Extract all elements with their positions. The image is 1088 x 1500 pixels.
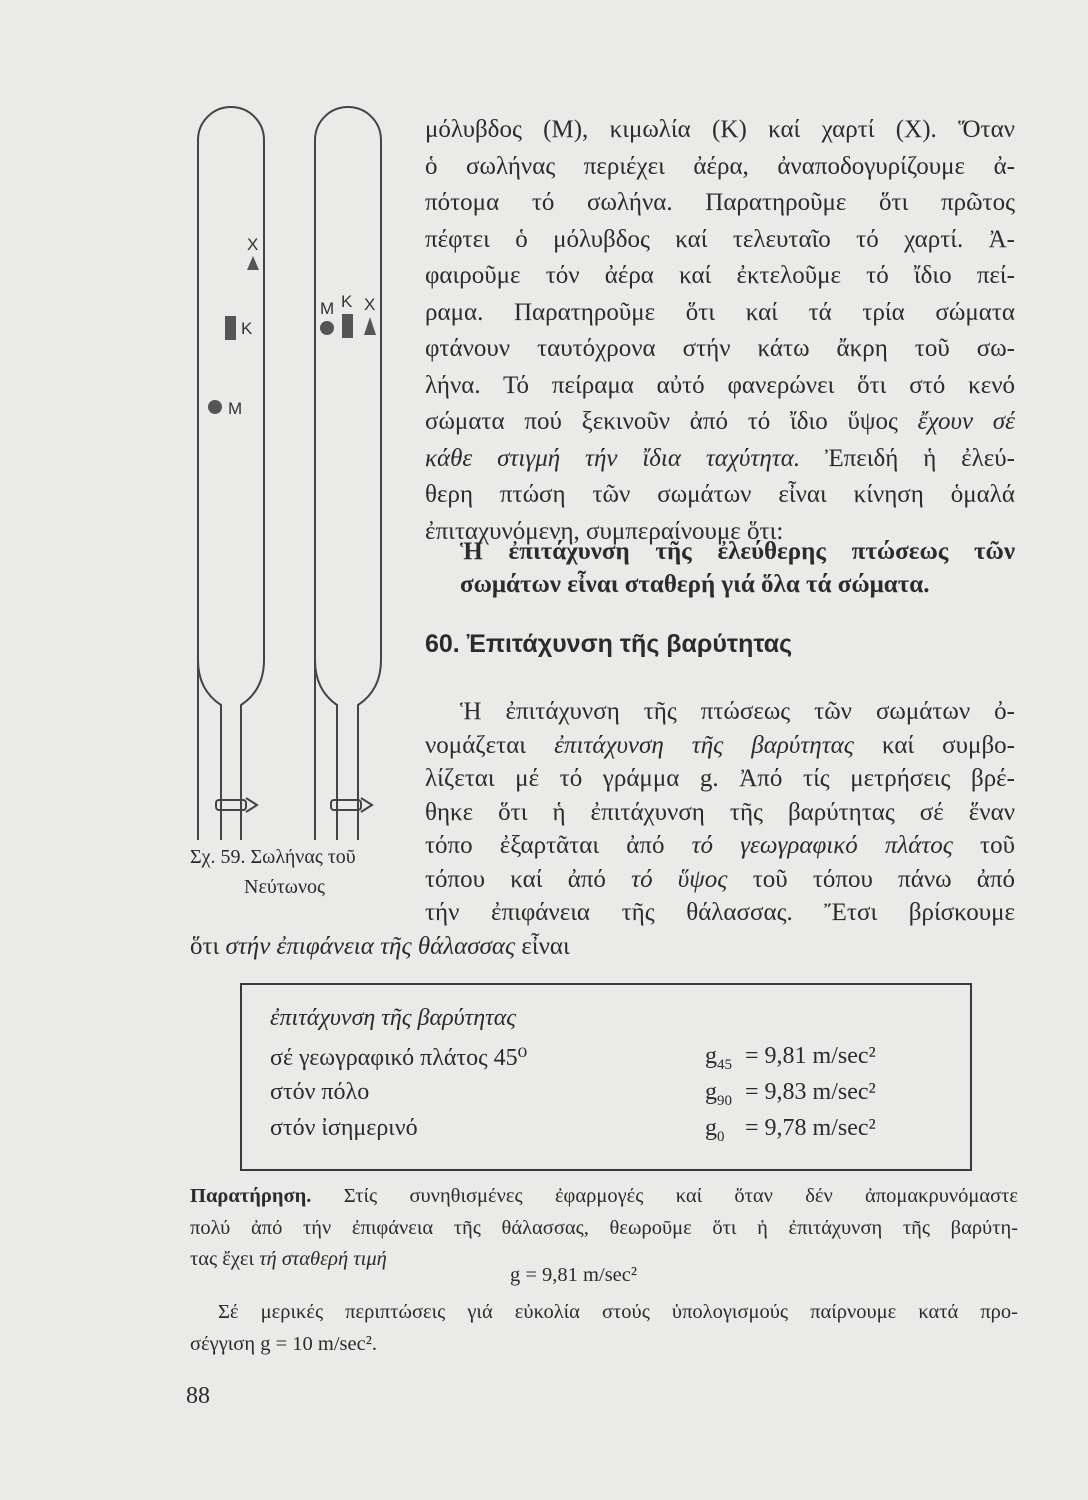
paragraph-line [425,730,1015,762]
label-m-left: Μ [228,399,243,418]
law-statement-2: σωμάτων εἶναι σταθερή γιά ὅλα τά σώματα. [460,571,930,598]
paragraph-line [425,443,1015,475]
box-row-label: σέ γεωγραφικό πλάτος 45⁰ [270,1045,528,1071]
text-segment: ἔχουν σέ [917,408,1015,435]
text-segment: φτάνουν ταυτόχρονα στήν κάτω ἄκρη τοῦ σω- [425,335,1015,362]
text-segment: τό ὕψος [631,865,728,893]
text-segment: πέφτει ὁ μόλυβδος καί τελευταῖο τό χαρτί. Ἀ- [425,225,1015,253]
box-row-value [705,1115,876,1146]
lead-ball-left [208,400,222,414]
g-symbol: g [705,1043,717,1069]
paragraph-line [425,763,1015,795]
text-segment: σώματα πού ξεκινοῦν ἀπό τό ἴδιο ὕψος [425,408,918,435]
text-segment: καί συμβο- [853,731,1015,759]
text-segment: Ἡ ἐπιτάχυνση τῆς πτώσεως τῶν σωμάτων ὀ- [460,698,1015,725]
g-subscript: 0 [717,1128,725,1145]
paragraph-line [425,897,1015,929]
text-segment: εἶναι [515,932,570,960]
paragraph-line [190,931,570,963]
text-segment: θερη πτώση τῶν σωμάτων εἶναι κίνηση ὁμαλά [425,481,1015,508]
box-row-value [705,1079,876,1110]
paragraph-line [425,864,1015,896]
text-segment: Σέ μερικές περιπτώσεις γιά εὐκολία στούς ὑπολογισμούς παίρνουμε κατά προ- [218,1301,1018,1323]
text-segment: τή σταθερή τιμή [259,1248,387,1270]
text-segment: πότομα τό σωλήνα. Παρατηροῦμε ὅτι πρῶτος [425,189,1015,216]
text-segment: ὁ σωλήνας περιέχει ἀέρα, ἀναποδογυρίζουμε ἀ- [425,152,1015,180]
label-x-left: Χ [247,235,259,254]
text-segment: μόλυβδος (Μ), κιμωλία (Κ) καί χαρτί (Χ). Ὅταν [425,116,1015,143]
paragraph-line [425,297,1015,329]
paragraph-line [425,187,1015,219]
paragraph-line [425,370,1015,402]
lead-ball-right [320,321,334,335]
g-value: = 9,83 m/sec² [745,1079,876,1105]
chalk-rect-left [225,316,236,340]
paragraph-line [425,406,1015,438]
box-row-value [705,1043,876,1074]
paragraph-line [425,260,1015,292]
text-segment: ραμα. Παρατηροῦμε ὅτι καί τά τρία σώματα [425,298,1015,326]
g-value: = 9,78 m/sec² [745,1115,876,1141]
text-segment: κάθε στιγμή τήν ἴδια ταχύτητα. [425,444,801,472]
label-x-right: Χ [364,295,376,314]
text-segment: λίζεται μέ τό γράμμα g. Ἀπό τίς μετρήσεις βρέ- [425,765,1015,792]
paragraph-line [460,696,1015,728]
box-title: ἐπιτάχυνση τῆς βαρύτητας [270,1005,517,1031]
paragraph-line [425,830,1015,862]
text-segment: πολύ ἀπό τήν ἐπιφάνεια τῆς θάλασσας, θεωροῦμε ὅτι ἡ ἐπιτάχυνση τῆς βαρύτη- [190,1216,1018,1239]
figure-caption-2: Νεύτωνος [244,876,325,898]
note-line [190,1180,1018,1212]
text-segment: τόπου καί ἀπό [425,865,632,893]
paragraph-line [425,797,1015,829]
text-segment: θηκε ὅτι ἡ ἐπιτάχυνση τῆς βαρύτητας σέ ἕναν [425,798,1015,826]
page-number: 88 [186,1383,210,1409]
paper-triangle-right [364,317,376,335]
valve-right [331,800,361,810]
text-segment: ἐπιτάχυνση τῆς βαρύτητας [554,731,854,759]
paragraph-line [425,479,1015,511]
text-segment: λήνα. Τό πείραμα αὐτό φανερώνει ὅτι στό κενό [425,371,1015,399]
tube-with-air [198,107,264,840]
text-segment: τόπο ἐξαρτᾶται ἀπό [425,832,692,859]
text-segment: στήν ἐπιφάνεια τῆς θάλασσας [225,932,516,960]
box-row-label: στόν πόλο [270,1079,370,1105]
text-segment: Ἐπειδή ἡ ἐλεύ- [800,444,1015,472]
paragraph-line [425,333,1015,365]
box-row-label: στόν ἰσημερινό [270,1115,418,1141]
text-segment: ἐπιταχυνόμενη, συμπεραίνουμε ὅτι: [425,517,784,545]
text-segment: τήν ἐπιφάνεια τῆς θάλασσας. Ἔτσι βρίσκουμε [425,899,1015,926]
text-segment: σέγγιση g = 10 m/sec². [190,1333,377,1355]
note-line [218,1296,1018,1328]
section-heading: 60. Ἐπιτάχυνση τῆς βαρύτητας [425,630,793,658]
g-symbol: g [705,1115,717,1141]
text-segment: Στίς συνηθισμένες ἐφαρμογές καί ὅταν δέν ἀπομακρυνόμαστε [311,1185,1018,1207]
text-segment: τοῦ [952,832,1015,859]
g-subscript: 90 [717,1092,732,1109]
text-segment: τοῦ τόπου πάνω ἀπό [727,865,1016,893]
g-symbol: g [705,1079,717,1105]
paragraph-line [425,224,1015,256]
paragraph-line [425,114,1015,146]
g-subscript: 45 [717,1056,732,1073]
text-segment: ὅτι [190,932,226,960]
note-line [190,1328,377,1360]
law-statement-1: Ἡ ἐπιτάχυνση τῆς ἐλεύθερης πτώσεως τῶν [460,538,1015,565]
text-segment: τας ἔχει [190,1248,260,1270]
paper-triangle-left [247,256,259,270]
g-value: = 9,81 m/sec² [745,1043,876,1069]
text-segment: νομάζεται [425,731,555,759]
note-line [190,1212,1018,1244]
figure-caption: Σχ. 59. Σωλήνας τοῦ [190,846,356,868]
tube-vacuum [315,107,381,840]
label-m-right: Μ [320,299,335,318]
text-segment: τό γεωγραφικό πλάτος [691,832,953,859]
label-k-right: Κ [341,292,353,311]
gravity-values-box [240,983,972,1171]
label-k-left: Κ [241,319,253,338]
formula: g = 9,81 m/sec² [510,1264,638,1286]
text-segment: φαιροῦμε τόν ἀέρα καί ἐκτελοῦμε τό ἴδιο πεί- [425,262,1015,289]
paragraph-line [425,151,1015,183]
chalk-rect-right [342,314,353,338]
text-segment: Παρατήρηση. [190,1185,312,1207]
